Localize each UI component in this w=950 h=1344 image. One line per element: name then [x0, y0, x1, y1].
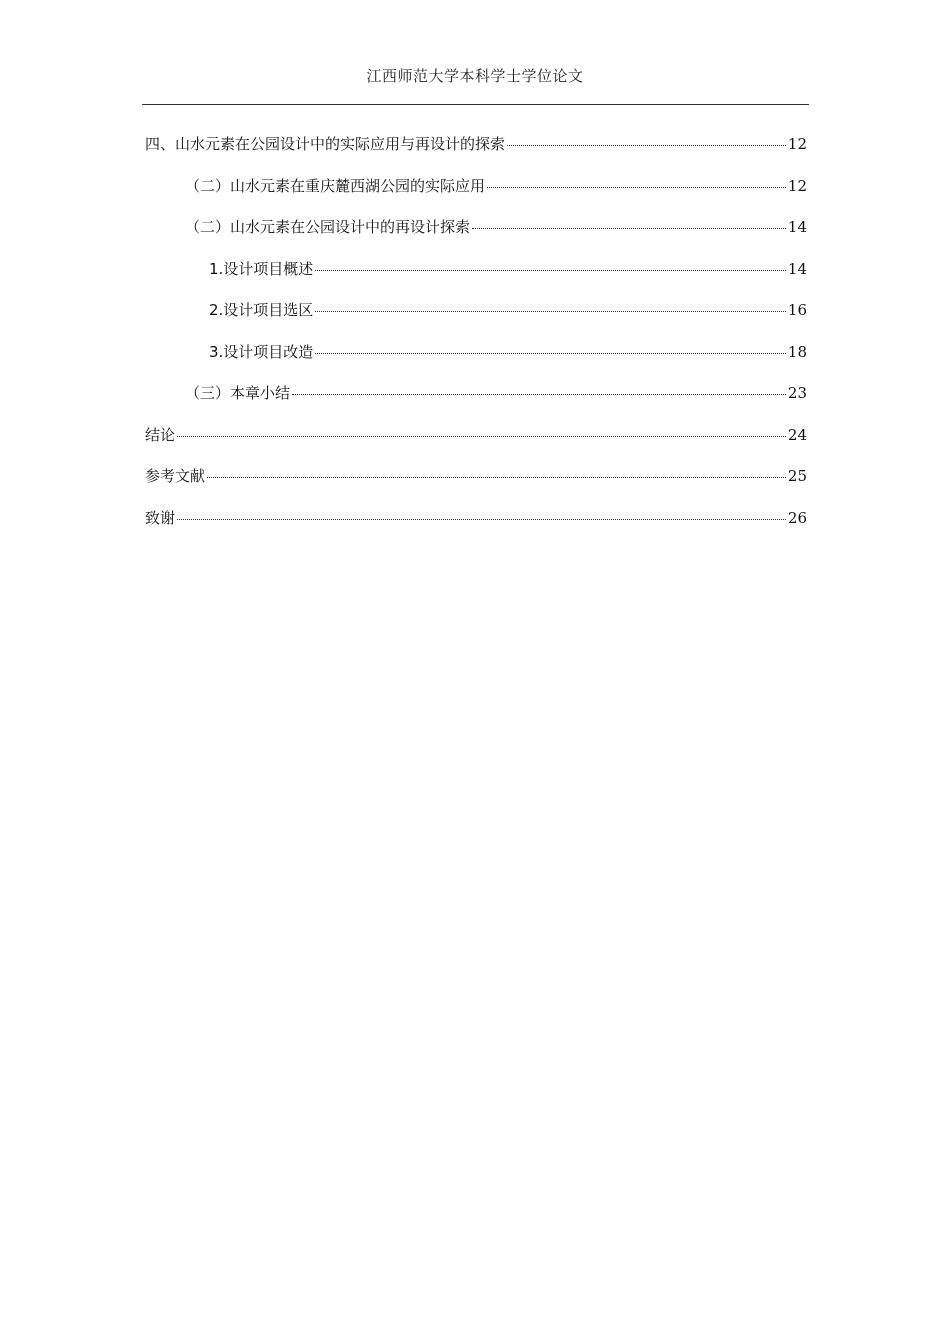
- toc-entry[interactable]: [145, 340, 807, 382]
- toc-entry-page: 12: [787, 176, 807, 195]
- toc-dot-leader: [177, 436, 786, 437]
- toc-entry[interactable]: [145, 174, 807, 216]
- toc-entry-label: （三）本章小结: [185, 384, 291, 402]
- toc-entry-label: （二）山水元素在重庆麓西湖公园的实际应用: [185, 176, 486, 195]
- toc-dot-leader: [315, 311, 786, 312]
- toc-dot-leader: [177, 519, 786, 520]
- toc-entry[interactable]: [145, 464, 807, 506]
- toc-entry[interactable]: [145, 257, 807, 299]
- toc-dot-leader: [315, 270, 786, 271]
- toc-entry[interactable]: [145, 132, 807, 174]
- toc-entry-label: 致谢: [145, 508, 176, 527]
- page-header-title: 江西师范大学本科学士学位论文: [366, 67, 584, 85]
- toc-entry-label: 结论: [145, 425, 176, 444]
- toc-entry-page: 25: [787, 467, 807, 485]
- toc-entry-label: 3.设计项目改造: [209, 342, 314, 361]
- toc-entry[interactable]: [145, 298, 807, 340]
- toc-entry-page: 23: [787, 384, 807, 402]
- header-divider: [142, 104, 809, 105]
- toc-dot-leader: [507, 145, 786, 146]
- toc-entry[interactable]: [145, 506, 807, 548]
- toc-entry-page: 14: [787, 259, 807, 278]
- toc-entry-page: 16: [787, 301, 807, 319]
- toc-entry-label: 参考文献: [145, 467, 206, 485]
- toc-dot-leader: [207, 477, 786, 478]
- toc-dot-leader: [292, 394, 786, 395]
- toc-entry[interactable]: [145, 215, 807, 257]
- toc-entry-label: 1.设计项目概述: [209, 259, 314, 278]
- toc-dot-leader: [487, 187, 786, 188]
- toc-entry-page: 18: [787, 342, 807, 361]
- toc-dot-leader: [472, 228, 786, 229]
- table-of-contents: [145, 132, 807, 547]
- toc-dot-leader: [315, 353, 786, 354]
- toc-entry-page: 24: [787, 425, 807, 444]
- toc-entry-page: 26: [787, 508, 807, 527]
- toc-entry-label: （二）山水元素在公园设计中的再设计探索: [185, 218, 471, 236]
- toc-entry-page: 14: [787, 218, 807, 236]
- toc-entry[interactable]: [145, 381, 807, 423]
- toc-entry-page: 12: [787, 135, 807, 153]
- toc-entry-label: 四、山水元素在公园设计中的实际应用与再设计的探索: [145, 135, 506, 153]
- toc-entry[interactable]: [145, 423, 807, 465]
- toc-entry-label: 2.设计项目选区: [209, 301, 314, 319]
